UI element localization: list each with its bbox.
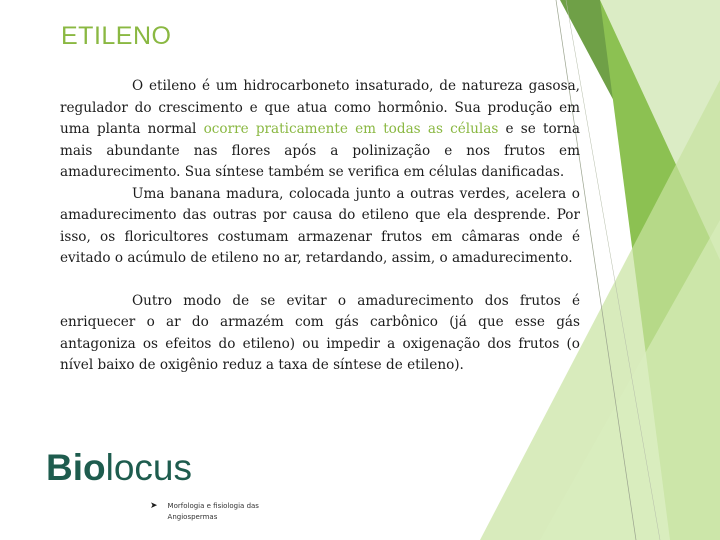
paragraph-2: Uma banana madura, colocada junto a outras verdes, acelera o amadurecimento das outras por causa do etileno que ela desprende. Por isso, os floricultores costumam armazenar frutos em câmaras onde é evitado o acúmulo de etileno no ar, retardando, assim, o amadurecimento.	[60, 185, 580, 266]
arrow-bullet-icon: ➤	[150, 501, 158, 511]
slide-title: ETILENO	[61, 22, 172, 50]
biolocus-logo	[46, 446, 192, 490]
paragraph-1-text-end: e se torna mais abundante nas flores após a polinização e nos frutos em amadurecimento. Sua síntese também se verifica em células danificadas.	[60, 121, 581, 180]
footer-bullet	[150, 501, 283, 523]
paragraph-1-highlight: ocorre praticamente em todas as células	[203, 121, 499, 137]
footer-text: Morfologia e fisiologia das Angiospermas	[167, 502, 259, 521]
logo-bold-part: Bio	[46, 447, 106, 488]
logo-regular-part: locus	[105, 447, 192, 488]
paragraph-1-text-start: O etileno é um hidrocarboneto insaturado, de natureza gasosa, regulador do crescimento e que atua como hormônio. Sua produção em uma planta normal	[60, 78, 580, 137]
body-text	[60, 76, 580, 377]
paragraph-1	[60, 76, 580, 184]
paragraph-3: Outro modo de se evitar o amadurecimento dos frutos é enriquecer o ar do armazém com gás carbônico (já que esse gás antagoniza os efeitos do etileno) ou impedir a oxigenação dos frutos (o nível baixo de oxigênio reduz a taxa de síntese de etileno).	[60, 292, 580, 373]
